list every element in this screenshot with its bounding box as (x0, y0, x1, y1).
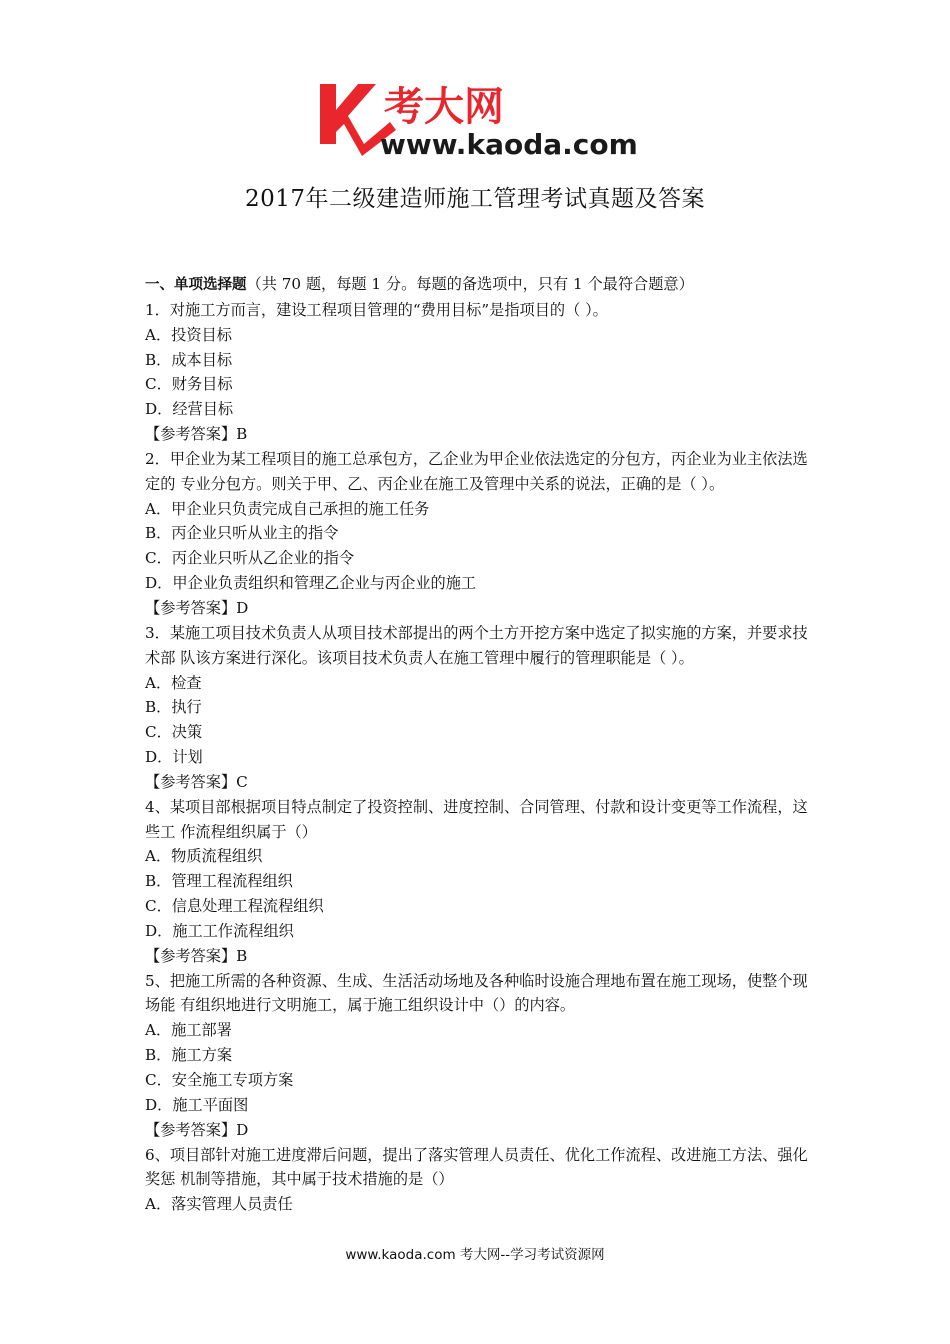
logo-url-text: www.kaoda.com (380, 128, 638, 160)
answer-option: B．管理工程流程组织 (145, 872, 293, 891)
section-note: （共 70 题，每题 1 分。每题的备选项中，只有 1 个最符合题意） (246, 275, 694, 293)
question-stem: 3．某施工项目技术负责人从项目技术部提出的两个土方开挖方案中选定了拟实施的方案，并要求技术部 队该方案进行深化。该项目技术负责人在施工管理中履行的管理职能是（ ）。 (145, 623, 808, 667)
answer-option: D．经营目标 (145, 400, 234, 419)
question-content (145, 272, 815, 1217)
answer-option: C．财务目标 (145, 375, 233, 394)
reference-answer: 【参考答案】B (145, 946, 248, 965)
answer-option: B．施工方案 (145, 1046, 233, 1065)
section-heading (145, 272, 815, 298)
logo-chinese-text: 考大网 (384, 84, 504, 130)
answer-option: B．执行 (145, 698, 202, 717)
answer-option: A．落实管理人员责任 (145, 1195, 293, 1214)
question-stem: 2．甲企业为某工程项目的施工总承包方，乙企业为甲企业依法选定的分包方，丙企业为业主依法选定的 专业分包方。则关于甲、乙、丙企业在施工及管理中关系的说法，正确的是（ ）。 (145, 449, 808, 493)
answer-option: B．成本目标 (145, 350, 233, 369)
answer-option: D．计划 (145, 748, 203, 767)
page-footer: www.kaoda.com 考大网--学习考试资源网 (345, 1247, 605, 1263)
kaoda-logo-mark (318, 80, 638, 160)
answer-option: C．决策 (145, 723, 203, 742)
reference-answer: 【参考答案】C (145, 772, 248, 791)
answer-option: A．投资目标 (145, 325, 232, 344)
answer-option: A．施工部署 (145, 1021, 232, 1040)
answer-option: D．施工平面图 (145, 1095, 249, 1114)
answer-option: C．信息处理工程流程组织 (145, 897, 324, 916)
answer-option: D．甲企业负责组织和管理乙企业与丙企业的施工 (145, 574, 477, 593)
answer-option: A．物质流程组织 (145, 847, 263, 866)
answer-option: D．施工工作流程组织 (145, 921, 294, 940)
question-stem: 6、项目部针对施工进度滞后问题，提出了落实管理人员责任、优化工作流程、改进施工方法、强化奖惩 机制等措施，其中属于技术措施的是（） (145, 1145, 808, 1189)
answer-option: C．丙企业只听从乙企业的指令 (145, 549, 355, 568)
kaoda-logo (318, 80, 638, 160)
question-stem: 4、某项目部根据项目特点制定了投资控制、进度控制、合同管理、付款和设计变更等工作流程，这些工 作流程组织属于（） (145, 797, 808, 841)
document-title: 2017年二级建造师施工管理考试真题及答案 (244, 186, 706, 212)
question-stem: 1．对施工方而言，建设工程项目管理的“费用目标”是指项目的（ ）。 (145, 300, 608, 319)
answer-option: C．安全施工专项方案 (145, 1071, 294, 1089)
answer-option: B．丙企业只听从业主的指令 (145, 524, 339, 543)
answer-option: A．甲企业只负责完成自己承担的施工任务 (145, 499, 430, 518)
answer-option: A．检查 (145, 673, 202, 692)
reference-answer: 【参考答案】B (145, 425, 248, 444)
question-stem: 5、把施工所需的各种资源、生成、生活活动场地及各种临时设施合理地布置在施工现场，使整个现场能 有组织地进行文明施工，属于施工组织设计中（）的内容。 (145, 971, 808, 1015)
section-label: 一、单项选择题 (145, 277, 247, 293)
reference-answer: 【参考答案】D (145, 598, 249, 617)
reference-answer: 【参考答案】D (145, 1120, 249, 1139)
